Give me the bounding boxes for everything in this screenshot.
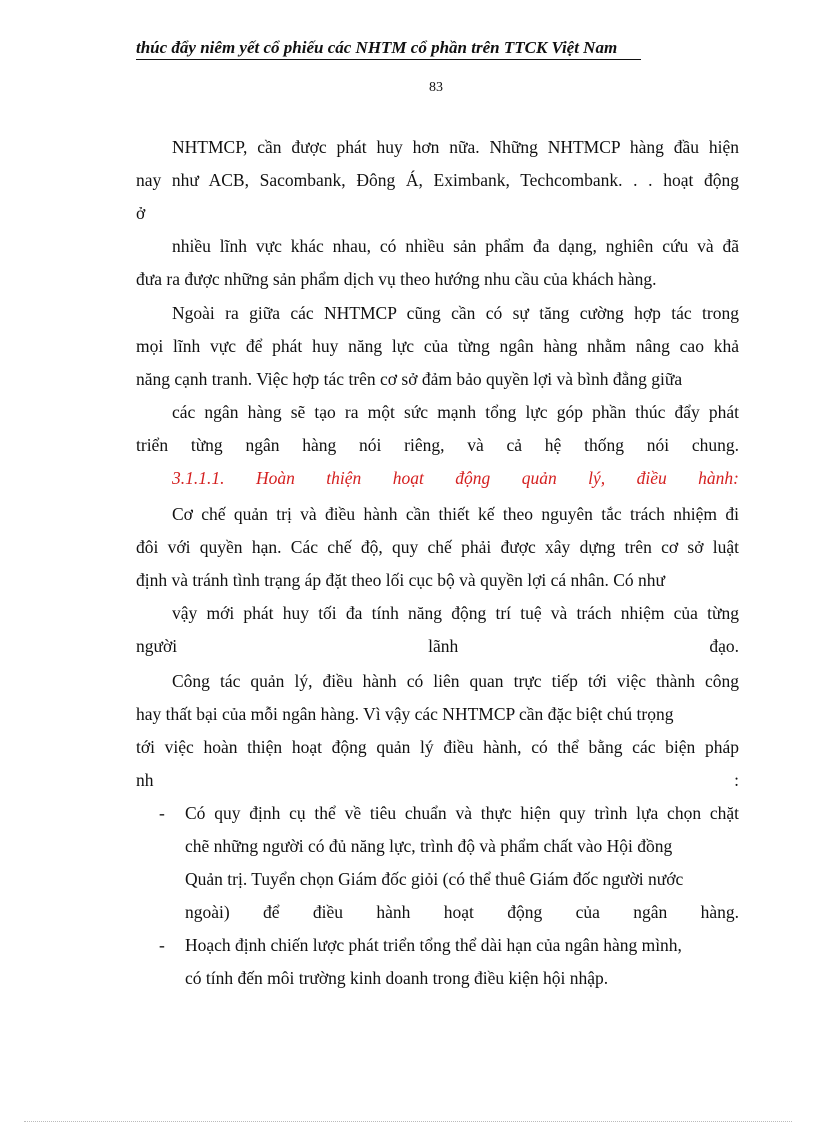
- body-line: các ngân hàng sẽ tạo ra một sức mạnh tổng lực góp phần thúc đẩy phát: [172, 402, 739, 422]
- body-line: ở: [136, 203, 146, 223]
- body-line: Ngoài ra giữa các NHTMCP cũng cần có sự tăng cường hợp tác trong: [172, 303, 739, 323]
- body-line: tới việc hoàn thiện hoạt động quản lý điều hành, có thể bằng các biện pháp: [136, 737, 739, 757]
- bullet-marker: -: [159, 935, 165, 955]
- body-line: nay như ACB, Sacombank, Đông Á, Eximbank, Techcombank. . . hoạt động: [136, 170, 739, 190]
- body-line: Cơ chế quản trị và điều hành cần thiết kế theo nguyên tắc trách nhiệm đi: [172, 504, 739, 524]
- body-line: vậy mới phát huy tối đa tính năng động trí tuệ và trách nhiệm của từng: [172, 603, 739, 623]
- body-line: nh :: [136, 770, 739, 790]
- body-line: hay thất bại của mỗi ngân hàng. Vì vậy các NHTMCP cần đặc biệt chú trọng: [136, 704, 674, 724]
- running-header-title: thúc đẩy niêm yết cổ phiếu các NHTM cổ phần trên TTCK Việt Nam: [136, 38, 641, 60]
- body-line: Công tác quản lý, điều hành có liên quan trực tiếp tới việc thành công: [172, 671, 739, 691]
- body-line: triển từng ngân hàng nói riêng, và cả hệ thống nói chung.: [136, 435, 739, 455]
- body-line: nhiều lĩnh vực khác nhau, có nhiều sản phẩm đa dạng, nghiên cứu và đã: [172, 236, 739, 256]
- body-line: mọi lĩnh vực để phát huy năng lực của từng ngân hàng nhằm nâng cao khả: [136, 336, 739, 356]
- bullet-line: ngoài) để điều hành hoạt động của ngân hàng.: [185, 902, 739, 922]
- bullet-marker: -: [159, 803, 165, 823]
- bullet-line: Hoạch định chiến lược phát triển tổng thể dài hạn của ngân hàng mình,: [185, 935, 682, 955]
- body-line: năng cạnh tranh. Việc hợp tác trên cơ sở đảm bảo quyền lợi và bình đẳng giữa: [136, 369, 683, 389]
- bullet-line: có tính đến môi trường kinh doanh trong điều kiện hội nhập.: [185, 968, 609, 988]
- body-line: người lãnh đạo.: [136, 636, 739, 656]
- page-number: 83: [429, 80, 443, 95]
- body-line: đưa ra được những sản phẩm dịch vụ theo hướng nhu cầu của khách hàng.: [136, 269, 657, 289]
- bullet-line: Quản trị. Tuyển chọn Giám đốc giỏi (có thể thuê Giám đốc người nước: [185, 869, 684, 889]
- body-line: định và tránh tình trạng áp đặt theo lối cục bộ và quyền lợi cá nhân. Có như: [136, 570, 666, 590]
- body-line: NHTMCP, cần được phát huy hơn nữa. Những NHTMCP hàng đầu hiện: [172, 137, 739, 157]
- body-line: đôi với quyền hạn. Các chế độ, quy chế phải được xây dựng trên cơ sở luật: [136, 537, 739, 557]
- section-heading: 3.1.1.1. Hoàn thiện hoạt động quản lý, điều hành:: [172, 468, 739, 488]
- page-bottom-divider: [24, 1121, 792, 1122]
- bullet-line: chẽ những người có đủ năng lực, trình độ và phẩm chất vào Hội đồng: [185, 836, 673, 856]
- bullet-line: Có quy định cụ thể về tiêu chuẩn và thực hiện quy trình lựa chọn chặt: [185, 803, 739, 823]
